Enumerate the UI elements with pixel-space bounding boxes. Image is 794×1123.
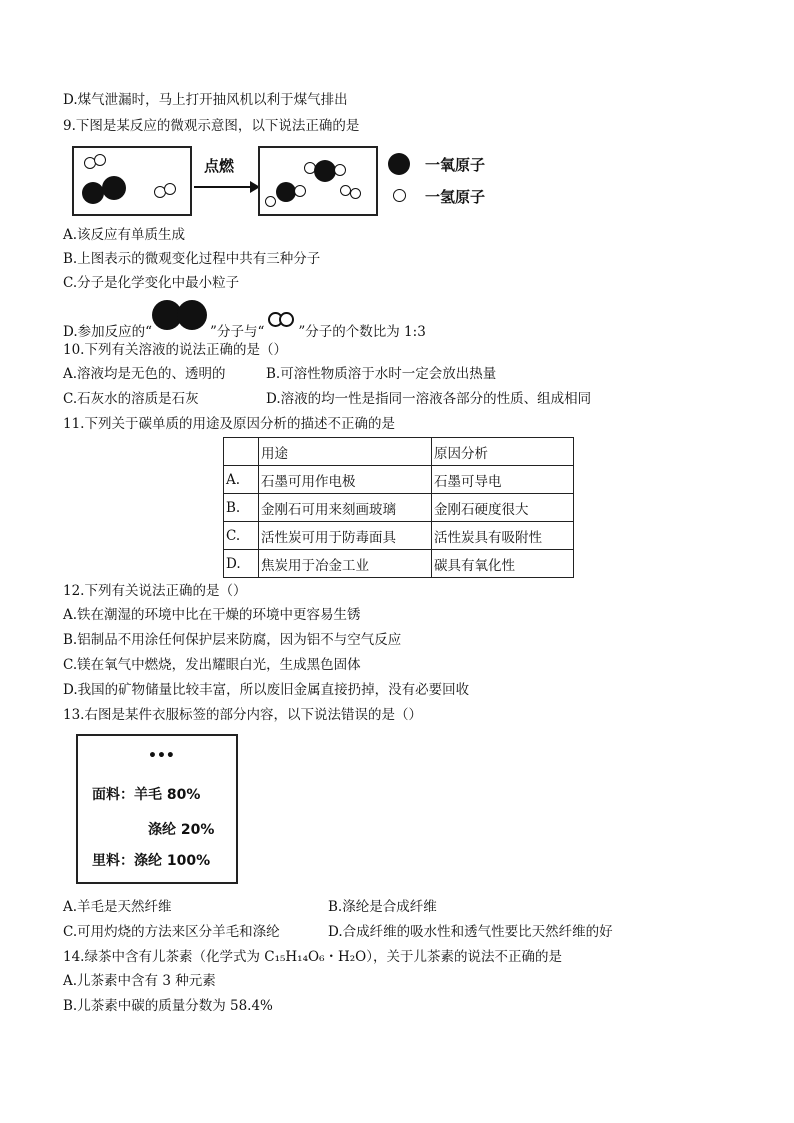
oxygen-atom-icon	[314, 160, 336, 182]
table-header-cell	[224, 438, 259, 466]
oxygen-atom-icon	[102, 176, 126, 200]
q9-d-suffix: ”分子的个数比为 1:3	[298, 324, 426, 340]
hydrogen-atom-icon	[265, 196, 276, 207]
oxygen-atom-icon	[82, 182, 104, 204]
table-cell: 活性炭可用于防毒面具	[259, 522, 432, 550]
hydrogen-molecule-icon	[264, 318, 298, 336]
q10-option-b: B.可溶性物质溶于水时一定会放出热量	[266, 366, 497, 382]
q9-option-c: C.分子是化学变化中最小粒子	[63, 275, 240, 291]
legend-oxygen-label: 一氧原子	[425, 156, 486, 174]
table-cell: 石墨可导电	[432, 466, 574, 494]
label-line-2: 涤纶 20%	[148, 822, 215, 838]
table-row	[224, 494, 574, 522]
table-header-row	[224, 438, 574, 466]
arrow-label: 点燃	[204, 157, 235, 175]
table-cell: 石墨可用作电极	[259, 466, 432, 494]
q13-option-c: C.可用灼烧的方法来区分羊毛和涤纶	[63, 924, 280, 940]
table-cell: D.	[224, 550, 259, 578]
products-box	[258, 146, 378, 216]
q13-option-a: A.羊毛是天然纤维	[63, 899, 172, 915]
legend-hydrogen-label: 一氢原子	[425, 188, 486, 206]
oxygen-atom-icon	[276, 182, 296, 202]
q10-option-d: D.溶液的均一性是指同一溶液各部分的性质、组成相同	[266, 391, 592, 407]
q11-table	[223, 437, 574, 578]
label-line-1: 面料：羊毛 80%	[92, 787, 201, 803]
q10-option-a: A.溶液均是无色的、透明的	[63, 366, 226, 382]
table-row	[224, 522, 574, 550]
table-cell: 活性炭具有吸附性	[432, 522, 574, 550]
q9-d-middle: ”分子与“	[210, 324, 265, 340]
table-cell: 金刚石可用来刻画玻璃	[259, 494, 432, 522]
hydrogen-atom-icon	[94, 154, 106, 166]
reaction-arrow-icon	[192, 179, 262, 195]
legend-hydrogen-icon	[393, 189, 406, 202]
table-cell: 碳具有氧化性	[432, 550, 574, 578]
table-row	[224, 466, 574, 494]
q13-option-b: B.涤纶是合成纤维	[328, 899, 437, 915]
q9-d-prefix: D.参加反应的“	[63, 324, 153, 340]
q12-option-a: A.铁在潮湿的环境中比在干燥的环境中更容易生锈	[63, 607, 361, 623]
clothing-label	[76, 734, 238, 884]
table-cell: C.	[224, 522, 259, 550]
q13-stem: 13.右图是某件衣服标签的部分内容，以下说法错误的是（）	[63, 707, 422, 723]
q9-option-d	[63, 318, 426, 341]
q12-option-d: D.我国的矿物储量比较丰富，所以废旧金属直接扔掉，没有必要回收	[63, 682, 470, 698]
q14-stem: 14.绿茶中含有儿茶素（化学式为 C₁₅H₁₄O₆・H₂O），关于儿茶素的说法不正确的是	[63, 949, 562, 965]
table-cell: B.	[224, 494, 259, 522]
q12-option-b: B.铝制品不用涂任何保护层来防腐，因为铝不与空气反应	[63, 632, 402, 648]
hydrogen-atom-icon	[294, 185, 306, 197]
table-row	[224, 550, 574, 578]
q10-option-c: C.石灰水的溶质是石灰	[63, 391, 199, 407]
q11-stem: 11.下列关于碳单质的用途及原因分析的描述不正确的是	[63, 416, 395, 432]
legend-oxygen-icon	[388, 153, 410, 175]
table-cell: 金刚石硬度很大	[432, 494, 574, 522]
table-cell: A.	[224, 466, 259, 494]
q14-option-a: A.儿茶素中含有 3 种元素	[63, 973, 216, 989]
hydrogen-atom-icon	[164, 183, 176, 195]
q9-option-b: B.上图表示的微观变化过程中共有三种分子	[63, 251, 321, 267]
q12-stem: 12.下列有关说法正确的是（）	[63, 583, 247, 599]
q14-option-b: B.儿茶素中碳的质量分数为 58.4%	[63, 998, 273, 1014]
label-dots: •••	[148, 748, 175, 764]
q12-option-c: C.镁在氧气中燃烧，发出耀眼白光，生成黑色固体	[63, 657, 361, 673]
label-line-3: 里料：涤纶 100%	[92, 853, 211, 869]
q9-stem: 9.下图是某反应的微观示意图，以下说法正确的是	[63, 118, 360, 134]
table-header-cell: 用途	[259, 438, 432, 466]
table-header-cell: 原因分析	[432, 438, 574, 466]
q9-option-a: A.该反应有单质生成	[63, 227, 186, 243]
q10-stem: 10.下列有关溶液的说法正确的是（）	[63, 342, 287, 358]
reactants-box	[72, 146, 192, 216]
reaction-diagram	[70, 143, 510, 219]
q13-option-d: D.合成纤维的吸水性和透气性要比天然纤维的好	[328, 924, 613, 940]
hydrogen-atom-icon	[350, 188, 361, 199]
oxygen-molecule-icon	[152, 318, 210, 336]
table-cell: 焦炭用于冶金工业	[259, 550, 432, 578]
q8-option-d: D.煤气泄漏时，马上打开抽风机以利于煤气排出	[63, 92, 348, 108]
hydrogen-atom-icon	[334, 164, 346, 176]
